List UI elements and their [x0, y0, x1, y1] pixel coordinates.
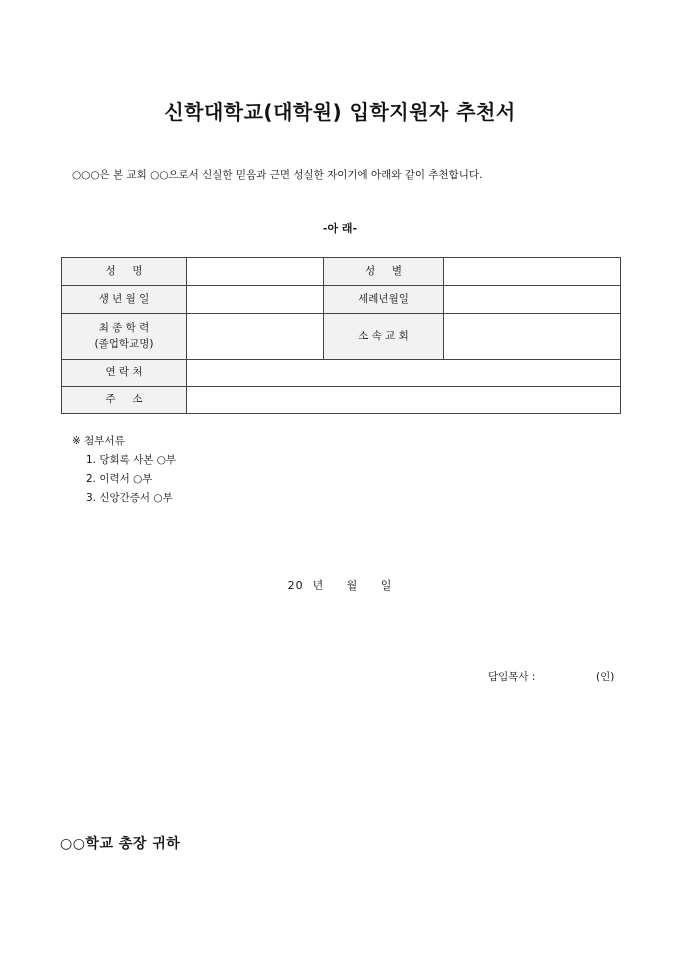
table-row	[62, 360, 621, 387]
gender-field[interactable]	[444, 258, 621, 286]
name-field[interactable]	[187, 258, 324, 286]
education-label-line1: 최 종 학 력	[98, 322, 150, 335]
recipient-line: ○○학교 총장 귀하	[60, 836, 181, 852]
education-label-line2: (졸업학교명)	[94, 337, 154, 350]
contact-field[interactable]	[187, 360, 621, 387]
birth-date-label: 생 년 월 일	[62, 286, 187, 314]
notice-heading: -아 래-	[322, 222, 358, 235]
intro-text: ○○○은 본 교회 ○○으로서 신실한 믿음과 근면 성실한 자이기에 아래와 같이 추천합니다.	[72, 169, 483, 181]
list-item: 2. 이력서 ○부	[86, 473, 153, 485]
church-label: 소 속 교 회	[324, 314, 444, 360]
table-row	[62, 387, 621, 414]
list-item: 3. 신앙간증서 ○부	[86, 492, 173, 504]
baptism-date-label: 세례년월일	[324, 286, 444, 314]
contact-label: 연 락 처	[62, 360, 187, 387]
applicant-info-table	[61, 257, 621, 414]
gender-label: 성 별	[324, 258, 444, 286]
pastor-label: 담임목사 :	[488, 671, 536, 683]
education-field[interactable]	[187, 314, 324, 360]
table-row	[62, 314, 621, 360]
baptism-date-field[interactable]	[444, 286, 621, 314]
address-label: 주 소	[62, 387, 187, 414]
list-item: 1. 당회록 사본 ○부	[86, 454, 177, 466]
attachments-section	[72, 432, 176, 508]
seal-mark: (인)	[596, 671, 615, 683]
birth-date-field[interactable]	[187, 286, 324, 314]
table-row	[62, 286, 621, 314]
date-line: 20 년 월 일	[287, 579, 393, 592]
church-field[interactable]	[444, 314, 621, 360]
table-row	[62, 258, 621, 286]
name-label: 성 명	[62, 258, 187, 286]
education-label	[62, 314, 187, 360]
attachments-header: ※ 첨부서류	[72, 435, 125, 447]
address-field[interactable]	[187, 387, 621, 414]
document-title: 신학대학교(대학원) 입학지원자 추천서	[164, 100, 516, 124]
